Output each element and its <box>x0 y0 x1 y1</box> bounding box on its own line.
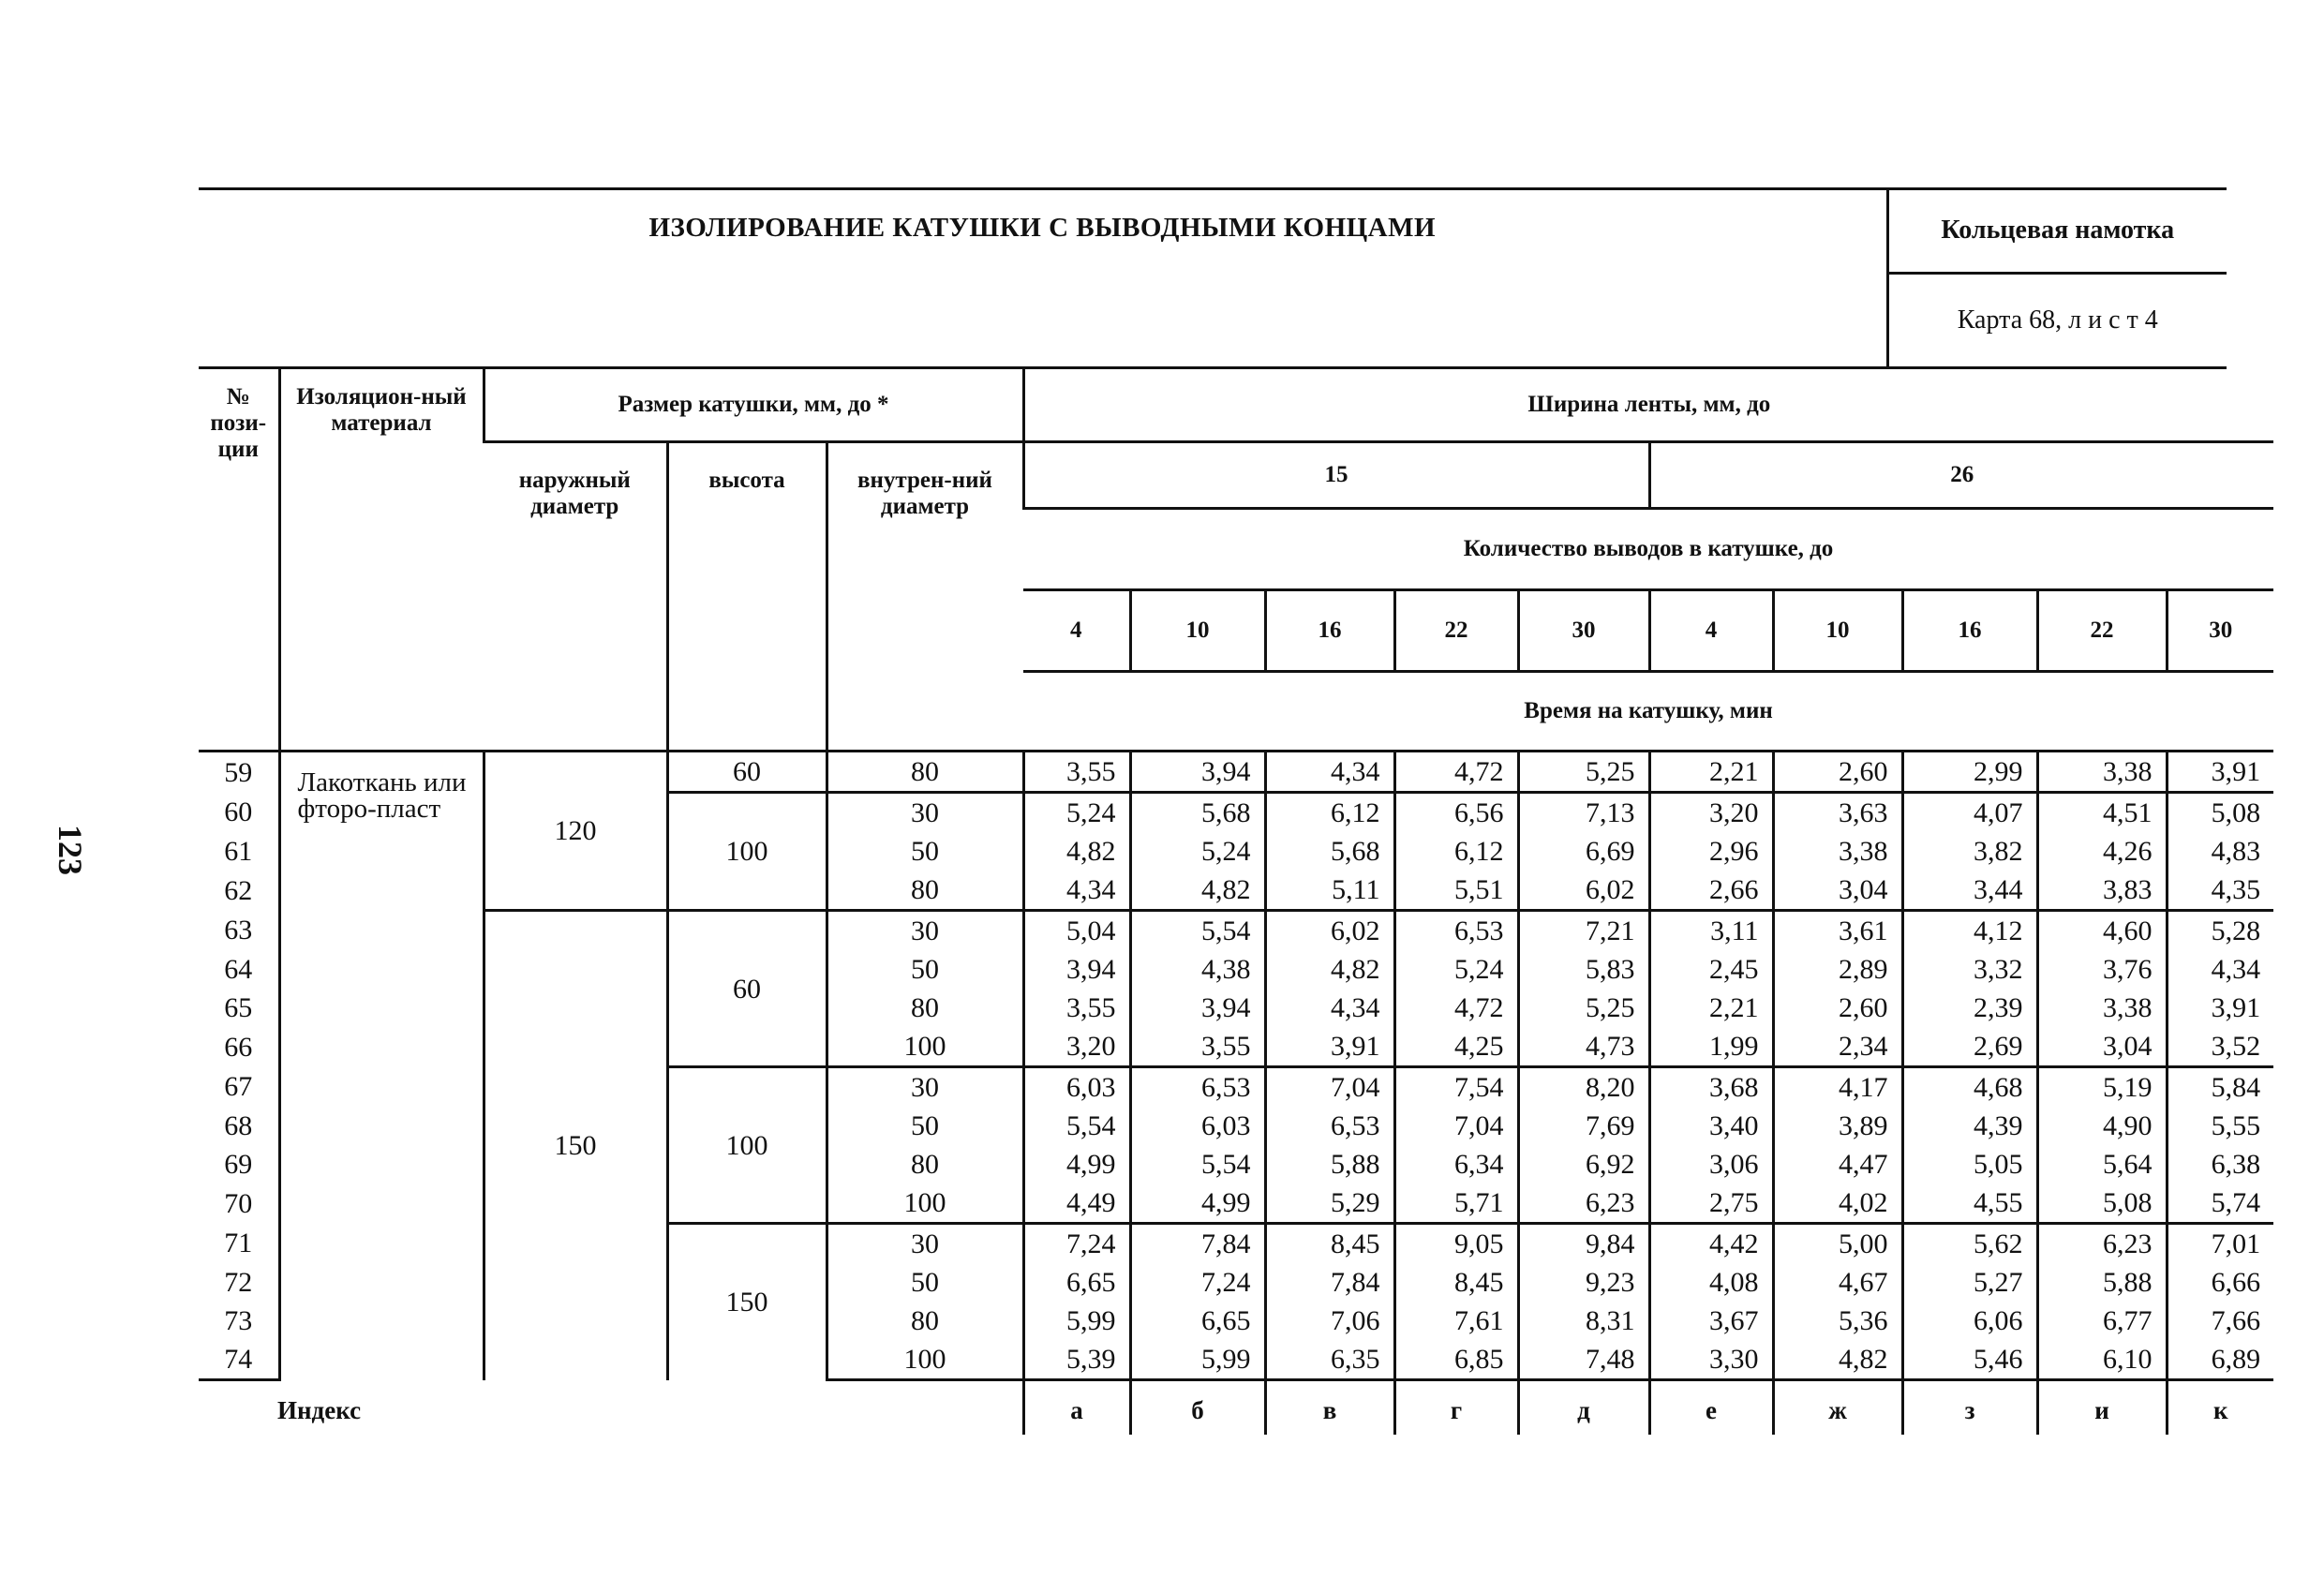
time-cell: 3,04 <box>1773 871 1902 911</box>
time-cell: 4,83 <box>2167 832 2273 871</box>
time-cell: 4,90 <box>2037 1107 2167 1145</box>
index-letter: е <box>1649 1381 1773 1435</box>
time-cell: 5,24 <box>1130 832 1265 871</box>
inner-diameter-cell: 80 <box>827 989 1023 1027</box>
inner-diameter-cell: 100 <box>827 1027 1023 1067</box>
position-cell: 65 <box>224 992 253 1023</box>
height-cell: 60 <box>667 911 827 1067</box>
time-cell: 2,99 <box>1902 752 2037 793</box>
page-number: 123 <box>52 825 89 875</box>
time-cell: 6,03 <box>1023 1067 1130 1108</box>
time-cell: 3,06 <box>1649 1145 1773 1184</box>
time-cell: 5,46 <box>1902 1340 2037 1380</box>
time-cell: 4,39 <box>1902 1107 2037 1145</box>
time-cell: 4,99 <box>1130 1184 1265 1224</box>
leads-count-cell: 16 <box>1902 590 2037 672</box>
index-letter: з <box>1902 1381 2037 1435</box>
time-cell: 7,06 <box>1265 1302 1394 1340</box>
time-cell: 2,60 <box>1773 989 1902 1027</box>
time-cell: 3,68 <box>1649 1067 1773 1108</box>
time-cell: 5,62 <box>1902 1224 2037 1264</box>
time-cell: 3,44 <box>1902 871 2037 911</box>
position-header: № пози-ции <box>199 369 279 752</box>
time-cell: 4,73 <box>1518 1027 1649 1067</box>
index-letter: ж <box>1773 1381 1902 1435</box>
time-cell: 4,35 <box>2167 871 2273 911</box>
time-cell: 4,34 <box>1023 871 1130 911</box>
time-cell: 2,34 <box>1773 1027 1902 1067</box>
position-cell: 62 <box>224 874 253 906</box>
time-cell: 3,61 <box>1773 911 1902 951</box>
time-cell: 4,60 <box>2037 911 2167 951</box>
time-cell: 3,30 <box>1649 1340 1773 1380</box>
time-cell: 7,04 <box>1394 1107 1518 1145</box>
time-cell: 7,24 <box>1023 1224 1130 1264</box>
time-cell: 4,26 <box>2037 832 2167 871</box>
time-cell: 7,04 <box>1265 1067 1394 1108</box>
time-cell: 3,55 <box>1130 1027 1265 1067</box>
time-cell: 2,45 <box>1649 950 1773 989</box>
position-cell: 72 <box>224 1267 253 1298</box>
time-cell: 5,11 <box>1265 871 1394 911</box>
time-cell: 3,91 <box>2167 752 2273 793</box>
position-cell: 66 <box>224 1031 253 1063</box>
index-row <box>199 1381 2273 1435</box>
time-cell: 3,83 <box>2037 871 2167 911</box>
time-cell: 6,53 <box>1265 1107 1394 1145</box>
inner-diameter-cell: 50 <box>827 1263 1023 1302</box>
leads-count-cell: 30 <box>1518 590 1649 672</box>
time-cell: 6,38 <box>2167 1145 2273 1184</box>
time-cell: 6,35 <box>1265 1340 1394 1380</box>
height-cell: 100 <box>667 1067 827 1224</box>
time-cell: 2,89 <box>1773 950 1902 989</box>
time-cell: 3,38 <box>2037 989 2167 1027</box>
outer-diameter-header: наружный диаметр <box>484 442 667 752</box>
time-cell: 2,21 <box>1649 989 1773 1027</box>
outer-diameter-cell: 150 <box>484 911 667 1380</box>
leads-count-cell: 22 <box>1394 590 1518 672</box>
time-cell: 6,10 <box>2037 1340 2167 1380</box>
leads-count-cell: 4 <box>1023 590 1130 672</box>
leads-count-cell: 4 <box>1649 590 1773 672</box>
time-cell: 6,23 <box>2037 1224 2167 1264</box>
time-cell: 5,36 <box>1773 1302 1902 1340</box>
time-cell: 7,84 <box>1130 1224 1265 1264</box>
table-row <box>199 911 2273 951</box>
time-cell: 7,61 <box>1394 1302 1518 1340</box>
inner-diameter-cell: 30 <box>827 1224 1023 1264</box>
time-cell: 7,66 <box>2167 1302 2273 1340</box>
time-cell: 6,06 <box>1902 1302 2037 1340</box>
time-cell: 9,84 <box>1518 1224 1649 1264</box>
time-cell: 9,23 <box>1518 1263 1649 1302</box>
inner-diameter-cell: 50 <box>827 832 1023 871</box>
time-cell: 6,77 <box>2037 1302 2167 1340</box>
time-cell: 4,17 <box>1773 1067 1902 1108</box>
time-cell: 5,24 <box>1023 793 1130 833</box>
time-cell: 3,94 <box>1130 989 1265 1027</box>
position-cell: 61 <box>224 836 253 867</box>
table-row <box>199 752 2273 793</box>
time-cell: 5,99 <box>1130 1340 1265 1380</box>
time-cell: 2,69 <box>1902 1027 2037 1067</box>
time-cell: 2,66 <box>1649 871 1773 911</box>
time-cell: 8,45 <box>1265 1224 1394 1264</box>
time-cell: 4,67 <box>1773 1263 1902 1302</box>
card-header <box>199 187 2227 369</box>
leads-count-cell: 30 <box>2167 590 2273 672</box>
time-cell: 7,13 <box>1518 793 1649 833</box>
position-cell: 64 <box>224 954 253 985</box>
time-cell: 3,91 <box>2167 989 2273 1027</box>
time-cell: 5,88 <box>1265 1145 1394 1184</box>
time-cell: 6,34 <box>1394 1145 1518 1184</box>
time-cell: 7,54 <box>1394 1067 1518 1108</box>
time-cell: 4,68 <box>1902 1067 2037 1108</box>
norms-body <box>199 752 2273 1380</box>
material-header: Изоляцион-ный материал <box>279 369 484 752</box>
time-cell: 7,84 <box>1265 1263 1394 1302</box>
time-cell: 5,24 <box>1394 950 1518 989</box>
time-cell: 3,04 <box>2037 1027 2167 1067</box>
time-cell: 7,69 <box>1518 1107 1649 1145</box>
time-cell: 7,48 <box>1518 1340 1649 1380</box>
index-letter: и <box>2037 1381 2167 1435</box>
time-cell: 4,34 <box>1265 989 1394 1027</box>
time-cell: 3,38 <box>2037 752 2167 793</box>
time-cell: 3,82 <box>1902 832 2037 871</box>
index-letter: г <box>1394 1381 1518 1435</box>
inner-diameter-cell: 30 <box>827 911 1023 951</box>
time-cell: 8,20 <box>1518 1067 1649 1108</box>
time-cell: 4,82 <box>1023 832 1130 871</box>
index-label: Индекс <box>277 1395 362 1424</box>
time-cell: 5,68 <box>1265 832 1394 871</box>
leads-count-cell: 16 <box>1265 590 1394 672</box>
time-cell: 5,84 <box>2167 1067 2273 1108</box>
time-cell: 4,82 <box>1130 871 1265 911</box>
time-cell: 6,53 <box>1130 1067 1265 1108</box>
position-cell: 68 <box>224 1110 253 1141</box>
height-cell: 150 <box>667 1224 827 1380</box>
time-cell: 3,89 <box>1773 1107 1902 1145</box>
time-cell: 5,25 <box>1518 752 1649 793</box>
time-cell: 4,55 <box>1902 1184 2037 1224</box>
time-cell: 4,12 <box>1902 911 2037 951</box>
inner-diameter-cell: 80 <box>827 871 1023 911</box>
position-cell: 60 <box>224 796 253 828</box>
position-cell: 69 <box>224 1149 253 1180</box>
time-cell: 2,39 <box>1902 989 2037 1027</box>
time-cell: 4,08 <box>1649 1263 1773 1302</box>
time-cell: 5,29 <box>1265 1184 1394 1224</box>
time-cell: 6,56 <box>1394 793 1518 833</box>
time-cell: 6,03 <box>1130 1107 1265 1145</box>
time-cell: 4,72 <box>1394 989 1518 1027</box>
time-cell: 3,91 <box>1265 1027 1394 1067</box>
time-header: Время на катушку, мин <box>1023 672 2273 752</box>
position-cell: 63 <box>224 915 253 946</box>
position-cell: 73 <box>224 1305 253 1336</box>
time-cell: 5,83 <box>1518 950 1649 989</box>
leads-count-cell: 10 <box>1773 590 1902 672</box>
inner-diameter-cell: 30 <box>827 793 1023 833</box>
time-cell: 6,69 <box>1518 832 1649 871</box>
time-cell: 6,53 <box>1394 911 1518 951</box>
height-header: высота <box>667 442 827 752</box>
time-cell: 3,94 <box>1130 752 1265 793</box>
leads-count-cell: 22 <box>2037 590 2167 672</box>
time-cell: 3,40 <box>1649 1107 1773 1145</box>
time-cell: 6,12 <box>1265 793 1394 833</box>
norms-table <box>199 369 2273 1381</box>
time-cell: 5,64 <box>2037 1145 2167 1184</box>
time-cell: 3,55 <box>1023 989 1130 1027</box>
inner-diameter-cell: 50 <box>827 950 1023 989</box>
winding-type: Кольцевая намотка <box>1887 189 2227 274</box>
time-cell: 2,60 <box>1773 752 1902 793</box>
time-cell: 5,99 <box>1023 1302 1130 1340</box>
position-cell: 67 <box>224 1071 253 1103</box>
inner-diameter-cell: 100 <box>827 1340 1023 1380</box>
time-cell: 5,71 <box>1394 1184 1518 1224</box>
outer-diameter-cell: 120 <box>484 752 667 911</box>
time-cell: 4,49 <box>1023 1184 1130 1224</box>
position-cell: 74 <box>199 1340 279 1380</box>
time-cell: 3,52 <box>2167 1027 2273 1067</box>
index-letter: к <box>2167 1381 2273 1435</box>
leads-count-header: Количество выводов в катушке, до <box>1023 509 2273 590</box>
time-cell: 6,65 <box>1130 1302 1265 1340</box>
card-title: ИЗОЛИРОВАНИЕ КАТУШКИ С ВЫВОДНЫМИ КОНЦАМИ <box>199 189 1887 368</box>
time-cell: 5,28 <box>2167 911 2273 951</box>
time-cell: 4,72 <box>1394 752 1518 793</box>
time-cell: 1,99 <box>1649 1027 1773 1067</box>
time-cell: 6,12 <box>1394 832 1518 871</box>
time-cell: 2,21 <box>1649 752 1773 793</box>
time-cell: 3,20 <box>1649 793 1773 833</box>
index-letter: а <box>1023 1381 1130 1435</box>
time-cell: 5,39 <box>1023 1340 1130 1380</box>
time-cell: 3,67 <box>1649 1302 1773 1340</box>
leads-count-cell: 10 <box>1130 590 1265 672</box>
coil-size-header: Размер катушки, мм, до * <box>484 369 1023 442</box>
inner-diameter-header: внутрен-ний диаметр <box>827 442 1023 752</box>
time-cell: 3,94 <box>1023 950 1130 989</box>
time-cell: 4,02 <box>1773 1184 1902 1224</box>
position-cell: 71 <box>224 1228 253 1259</box>
height-cell: 100 <box>667 793 827 911</box>
time-cell: 5,74 <box>2167 1184 2273 1224</box>
coil-size-label: Размер катушки, мм, до <box>618 392 872 417</box>
time-cell: 5,05 <box>1902 1145 2037 1184</box>
time-cell: 2,96 <box>1649 832 1773 871</box>
process-card-sheet <box>199 187 2261 1435</box>
time-cell: 5,25 <box>1518 989 1649 1027</box>
time-cell: 8,45 <box>1394 1263 1518 1302</box>
width-26-header: 26 <box>1649 442 2273 509</box>
index-letter: в <box>1265 1381 1394 1435</box>
inner-diameter-cell: 50 <box>827 1107 1023 1145</box>
time-cell: 4,34 <box>2167 950 2273 989</box>
time-cell: 6,85 <box>1394 1340 1518 1380</box>
tape-width-header: Ширина ленты, мм, до <box>1023 369 2273 442</box>
inner-diameter-cell: 80 <box>827 752 1023 793</box>
time-cell: 6,89 <box>2167 1340 2273 1380</box>
time-cell: 3,20 <box>1023 1027 1130 1067</box>
time-cell: 5,68 <box>1130 793 1265 833</box>
time-cell: 7,21 <box>1518 911 1649 951</box>
time-cell: 4,38 <box>1130 950 1265 989</box>
inner-diameter-cell: 80 <box>827 1302 1023 1340</box>
card-sheet-number: Карта 68, л и с т 4 <box>1887 273 2227 367</box>
time-cell: 5,00 <box>1773 1224 1902 1264</box>
index-letter: б <box>1130 1381 1265 1435</box>
time-cell: 6,02 <box>1265 911 1394 951</box>
time-cell: 5,19 <box>2037 1067 2167 1108</box>
time-cell: 3,55 <box>1023 752 1130 793</box>
time-cell: 5,08 <box>2167 793 2273 833</box>
time-cell: 2,75 <box>1649 1184 1773 1224</box>
inner-diameter-cell: 80 <box>827 1145 1023 1184</box>
index-letter: д <box>1518 1381 1649 1435</box>
position-cell: 70 <box>224 1187 253 1219</box>
time-cell: 4,51 <box>2037 793 2167 833</box>
height-cell: 60 <box>667 752 827 793</box>
position-cell: 59 <box>224 756 253 788</box>
time-cell: 5,54 <box>1023 1107 1130 1145</box>
inner-diameter-cell: 30 <box>827 1067 1023 1108</box>
time-cell: 5,55 <box>2167 1107 2273 1145</box>
time-cell: 4,82 <box>1265 950 1394 989</box>
material-cell: Лакоткань или фторо-пласт <box>279 752 484 1380</box>
time-cell: 9,05 <box>1394 1224 1518 1264</box>
time-cell: 5,88 <box>2037 1263 2167 1302</box>
time-cell: 5,08 <box>2037 1184 2167 1224</box>
time-cell: 5,54 <box>1130 911 1265 951</box>
time-cell: 8,31 <box>1518 1302 1649 1340</box>
time-cell: 3,38 <box>1773 832 1902 871</box>
time-cell: 5,27 <box>1902 1263 2037 1302</box>
time-cell: 6,66 <box>2167 1263 2273 1302</box>
inner-diameter-cell: 100 <box>827 1184 1023 1224</box>
time-cell: 6,92 <box>1518 1145 1649 1184</box>
time-cell: 3,32 <box>1902 950 2037 989</box>
time-cell: 4,82 <box>1773 1340 1902 1380</box>
time-cell: 6,65 <box>1023 1263 1130 1302</box>
time-cell: 3,63 <box>1773 793 1902 833</box>
time-cell: 4,99 <box>1023 1145 1130 1184</box>
time-cell: 6,23 <box>1518 1184 1649 1224</box>
time-cell: 5,04 <box>1023 911 1130 951</box>
time-cell: 5,51 <box>1394 871 1518 911</box>
time-cell: 7,01 <box>2167 1224 2273 1264</box>
time-cell: 7,24 <box>1130 1263 1265 1302</box>
time-cell: 4,47 <box>1773 1145 1902 1184</box>
width-15-header: 15 <box>1023 442 1649 509</box>
time-cell: 4,34 <box>1265 752 1394 793</box>
time-cell: 5,54 <box>1130 1145 1265 1184</box>
time-cell: 3,11 <box>1649 911 1773 951</box>
time-cell: 6,02 <box>1518 871 1649 911</box>
time-cell: 3,76 <box>2037 950 2167 989</box>
time-cell: 4,07 <box>1902 793 2037 833</box>
time-cell: 4,25 <box>1394 1027 1518 1067</box>
time-cell: 4,42 <box>1649 1224 1773 1264</box>
